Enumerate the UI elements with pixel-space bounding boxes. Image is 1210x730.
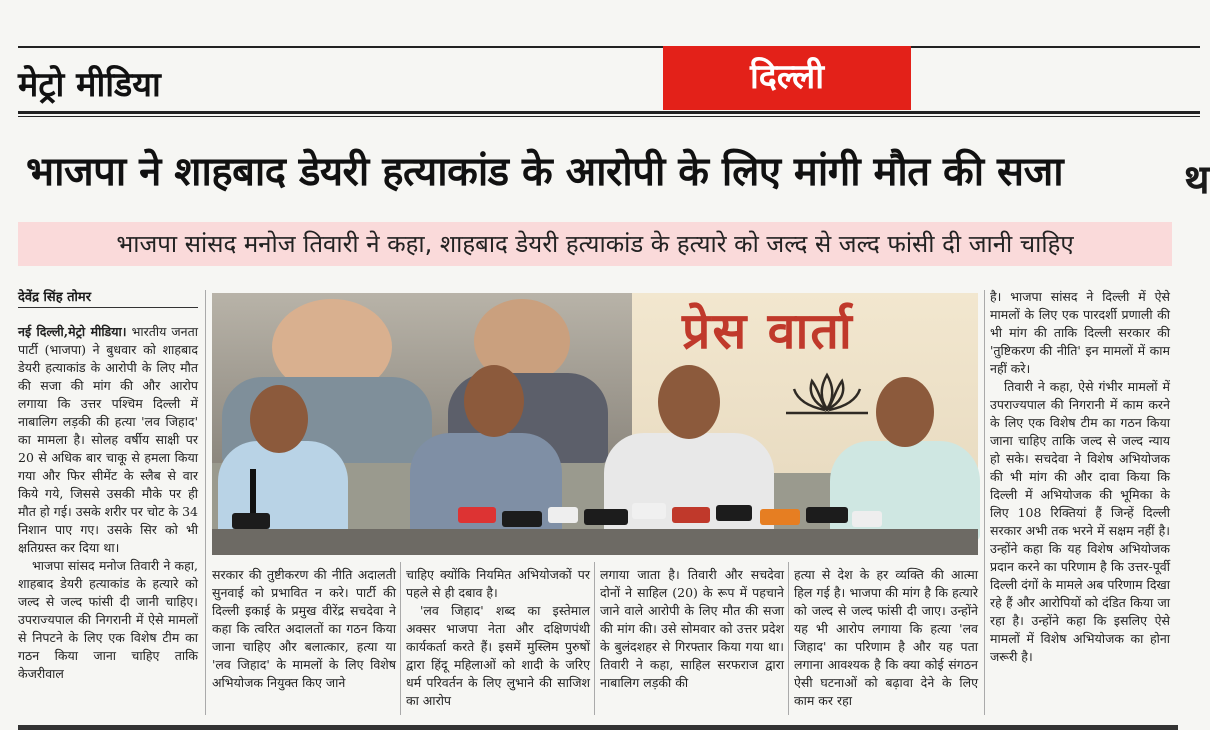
press-table bbox=[212, 529, 978, 555]
article-paragraph bbox=[18, 323, 198, 557]
dateline: नई दिल्ली,मेट्रो मीडिया। bbox=[18, 324, 127, 339]
byline-rule bbox=[18, 307, 198, 308]
section-name: मेट्रो मीडिया bbox=[18, 65, 161, 105]
byline: देवेंद्र सिंह तोमर bbox=[18, 290, 92, 305]
microphone-icon bbox=[672, 507, 710, 523]
press-conference-photo bbox=[212, 293, 978, 555]
microphone-icon bbox=[852, 511, 882, 527]
speaker-4-head bbox=[876, 377, 934, 447]
bottom-rule bbox=[18, 725, 1178, 730]
lotus-symbol-icon bbox=[772, 371, 882, 417]
headline: भाजपा ने शाहबाद डेयरी हत्याकांड के आरोपी के लिए मांगी मौत की सजा bbox=[26, 149, 1064, 195]
adjacent-headline-fragment: थ bbox=[1184, 157, 1210, 203]
article-paragraph: सरकार की तुष्टीकरण की नीति अदालती सुनवाई को प्रभावित न करे। पार्टी की दिल्ली इकाई के प्रमुख वीरेंद्र सचदेवा ने कहा कि त्वरित अदालतों का गठन किया जाना चाहिए और बलात्कार, हत्या या 'लव जिहाद' के मामलों के लिए विशेष अभियोजक नियुक्त किए जाने bbox=[212, 567, 396, 690]
article-paragraph: भाजपा सांसद मनोज तिवारी ने कहा, शाहबाद डेयरी हत्याकांड के हत्यारे को जल्द से जल्द फांसी दी जानी चाहिए। उपराज्यपाल की निगरानी में ऐसे मामलों से निपटने के लिए एक विशेष टीम का गठन किया जाना चाहिए ताकि केजरीवाल bbox=[18, 558, 198, 681]
article-paragraph: चाहिए क्योंकि नियमित अभियोजकों पर पहले से ही दबाव है। bbox=[406, 567, 590, 600]
microphone-icon bbox=[584, 509, 628, 525]
banner-text: प्रेस वार्ता bbox=[682, 302, 854, 360]
article-column-2 bbox=[212, 566, 396, 692]
article-column-5 bbox=[794, 566, 978, 710]
article-paragraph: 'लव जिहाद' शब्द का इस्तेमाल अक्सर भाजपा नेता और दक्षिणपंथी कार्यकर्ता करते हैं। इसमें मुस्लिम पुरुषों द्वारा हिंदू महिलाओं को शादी के जरिए धर्म परिवर्तन के लिए लुभाने की साजिश का आरोप bbox=[406, 603, 590, 708]
article-column-1 bbox=[18, 323, 198, 683]
column-divider bbox=[788, 562, 789, 715]
microphone-icon bbox=[502, 511, 542, 527]
article-column-6 bbox=[990, 288, 1170, 666]
microphone-icon bbox=[548, 507, 578, 523]
article-column-4 bbox=[600, 566, 784, 692]
microphone-icon bbox=[760, 509, 800, 525]
column-divider bbox=[594, 562, 595, 715]
top-rule bbox=[18, 46, 1200, 48]
article-paragraph: है। भाजपा सांसद ने दिल्ली में ऐसे मामलों के लिए एक पारदर्शी प्रणाली की भी मांग की ताकि दिल्ली सरकार की 'तुष्टिकरण की नीति' इन मामलों में काम नहीं करे। bbox=[990, 289, 1170, 376]
column-divider bbox=[400, 562, 401, 715]
masthead-rule-thin bbox=[18, 116, 1200, 117]
microphone-icon bbox=[232, 513, 270, 529]
article-paragraph: लगाया जाता है। तिवारी और सचदेवा दोनों ने साहिल (20) के रूप में पहचाने जाने वाले आरोपी के लिए मौत की सजा की मांग की। उसे सोमवार को उत्तर प्रदेश के बुलंदशहर से गिरफ्तार किया गया था। तिवारी ने कहा, साहिल सरफराज द्वारा नाबालिग लड़की की bbox=[600, 567, 784, 690]
column-divider bbox=[205, 290, 206, 715]
masthead-rule bbox=[18, 111, 1200, 114]
article-column-3 bbox=[406, 566, 590, 710]
microphone-icon bbox=[632, 503, 666, 519]
microphone-icon bbox=[806, 507, 848, 523]
speaker-3-head bbox=[658, 365, 720, 439]
subheadline: भाजपा सांसद मनोज तिवारी ने कहा, शाहबाद डेयरी हत्याकांड के हत्यारे को जल्द से जल्द फांसी दी जानी चाहिए bbox=[18, 222, 1172, 266]
microphone-icon bbox=[716, 505, 752, 521]
column-divider bbox=[984, 290, 985, 715]
speaker-2-head bbox=[464, 365, 524, 437]
article-paragraph: हत्या से देश के हर व्यक्ति की आत्मा हिल गई है। भाजपा की मांग है कि हत्यारे को जल्द से जल्द फांसी दी जाए। उन्होंने यह भी आरोप लगाया कि हत्या 'लव जिहाद' का परिणाम है और यह पता लगाना आवश्यक है कि क्या कोई संगठन ऐसी घटनाओं को बढ़ावा देने के लिए काम कर रहा bbox=[794, 567, 978, 708]
paragraph-text: भारतीय जनता पार्टी (भाजपा) ने बुधवार को शाहबाद डेयरी हत्याकांड के आरोपी के लिए मौत की सजा की मांग की और आरोप लगाया कि उत्तर पश्चिम दिल्ली में नाबालिग लड़की की हत्या 'लव जिहाद' का मामला है। सोलह वर्षीय साक्षी पर 20 से अधिक बार चाकू से हमला किया गया और फिर सीमेंट के स्लैब से वार किये गये, जिससे उसकी मौके पर ही मौत हो गई। उसके शरीर पर चोट के 34 निशान पाए गए। उसके सिर को भी क्षतिग्रस्त कर दिया था। bbox=[18, 324, 198, 555]
city-tag: दिल्ली bbox=[663, 46, 911, 110]
speaker-1-head bbox=[250, 385, 308, 453]
speaker-3 bbox=[604, 433, 774, 541]
article-paragraph: तिवारी ने कहा, ऐसे गंभीर मामलों में उपराज्यपाल की निगरानी में काम करने के लिए एक विशेष टीम का गठन किया जाना चाहिए ताकि जल्द से जल्द न्याय हो सके। सचदेवा ने विशेष अभियोजक की भी मांग की और दावा किया कि दिल्ली में अभियोजक की भूमिका के लिए 108 रिक्तियां हैं जिन्हें दिल्ली सरकार अभी तक भरने में सक्षम नहीं है। उन्होंने कहा कि यह विशेष अभियोजक प्रदान करने का परिणाम है कि उत्तर-पूर्वी दिल्ली दंगों के मामले अब परिणाम दिखा रहे हैं और आरोपियों को दंडित किया जा रहा है। उन्होंने कहा कि इसलिए ऐसे मामलों में विशेष अभियोजक का होना जरूरी है। bbox=[990, 379, 1170, 664]
microphone-icon bbox=[458, 507, 496, 523]
